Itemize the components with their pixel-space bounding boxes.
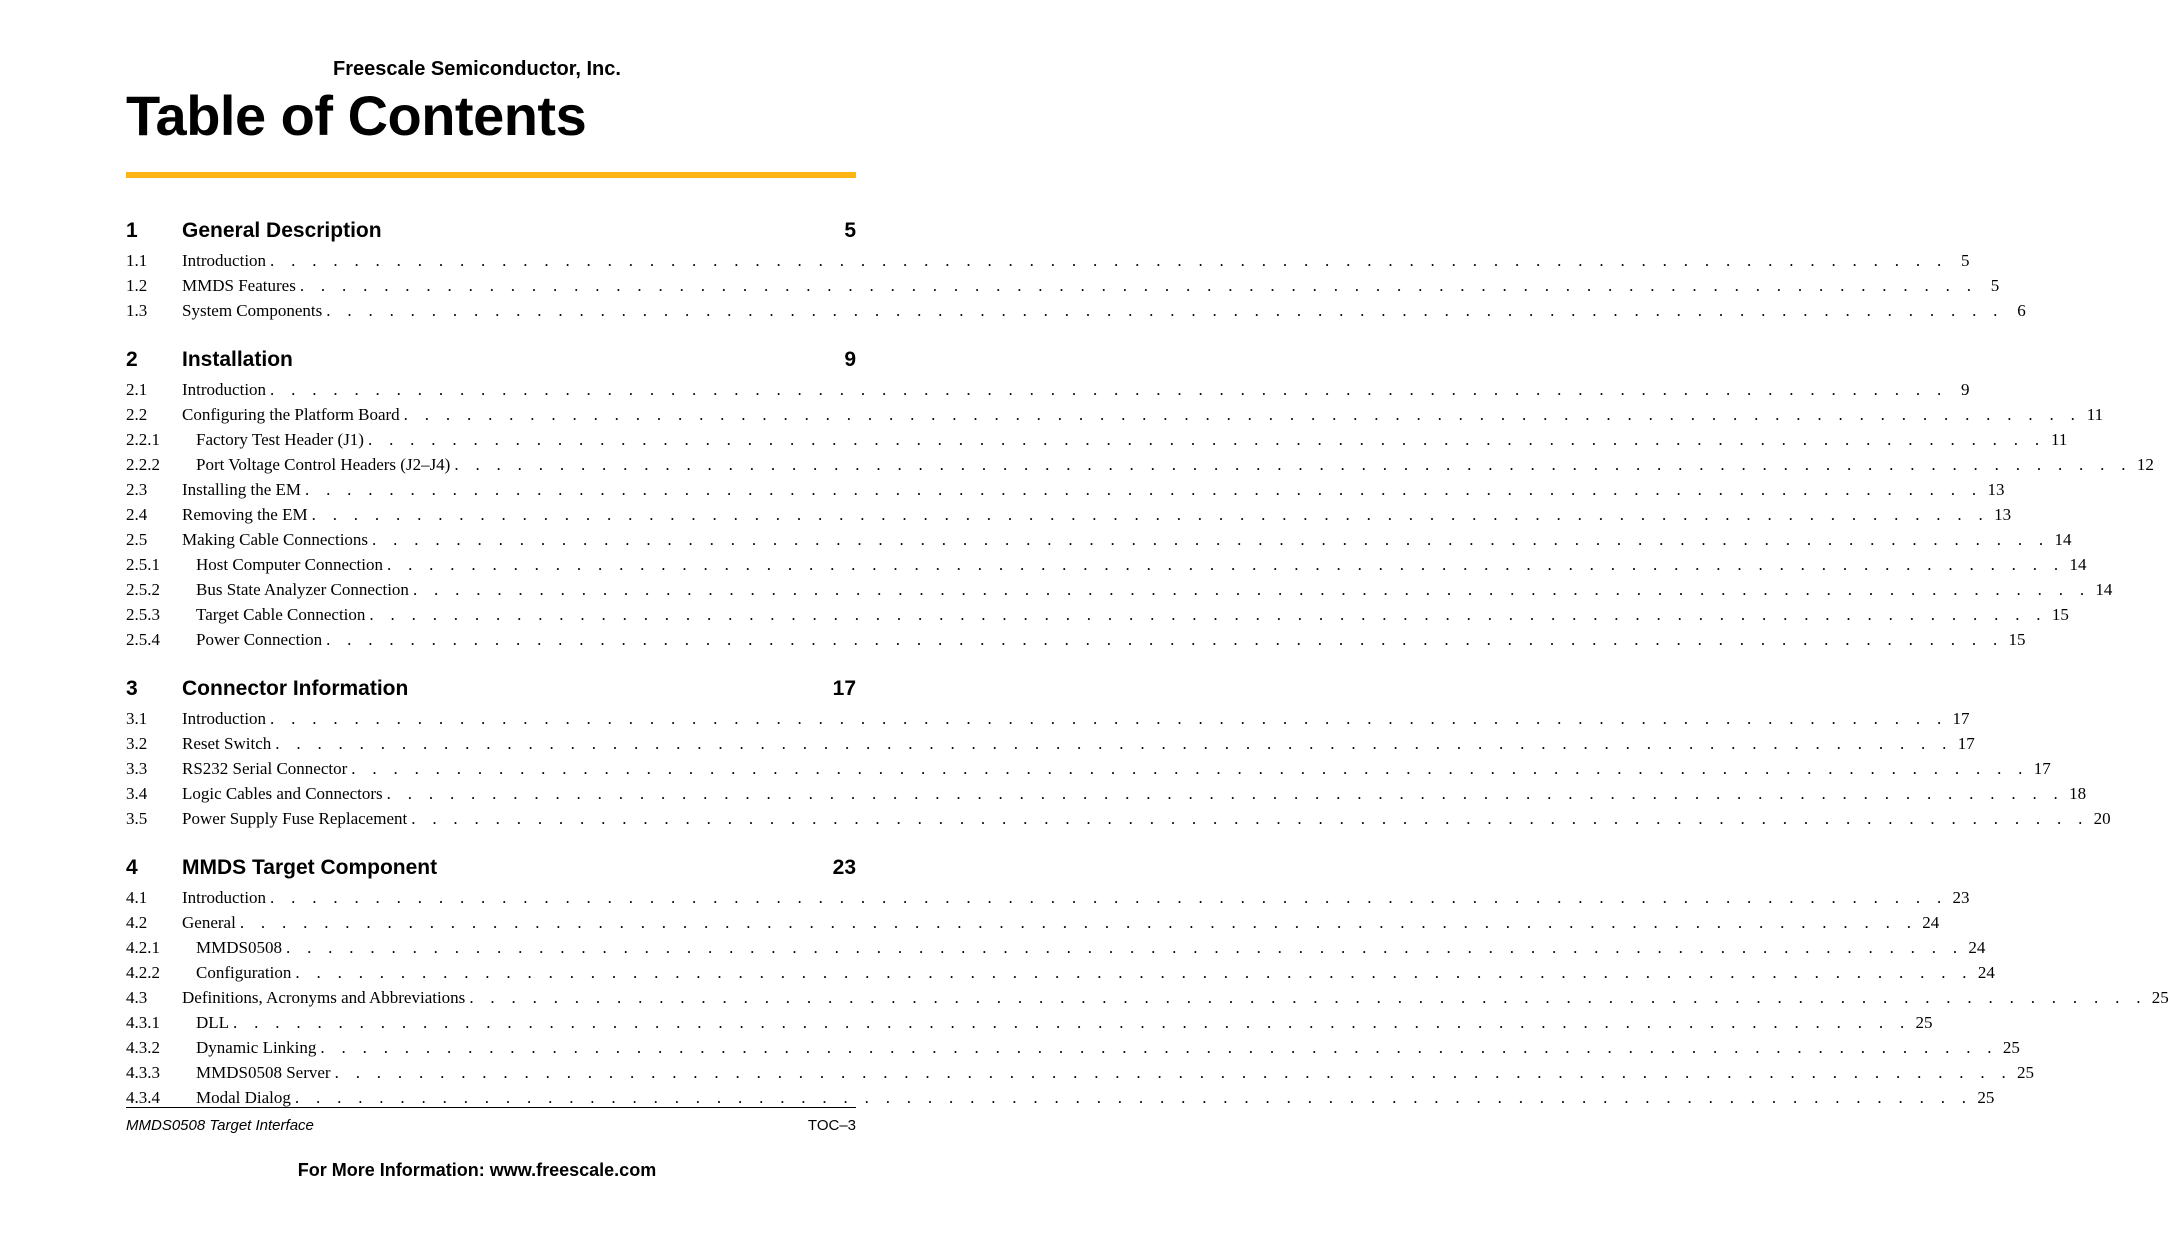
toc-entry[interactable]: [126, 960, 1995, 985]
chapter-number: 3: [126, 677, 138, 700]
entry-title: Bus State Analyzer Connection: [182, 577, 413, 602]
entry-number: 3.2: [126, 734, 148, 753]
dot-leader: . . . . . . . . . . . . . . . . . . . . . . . . . . . . . . . . . . . . . . . . . . . . . . . . . . . . . . . . . . . . . . . . . . . . . . . . . . . . . . . .: [304, 480, 1983, 499]
entry-page-number: 24: [1968, 938, 1986, 957]
entry-page-number: 18: [2069, 784, 2087, 803]
dot-leader: . . . . . . . . . . . . . . . . . . . . . . . . . . . . . . . . . . . . . . . . . . . . . . . . . . . . . . . . . . . . . . . . . . . . . . . . . . . . . . . .: [270, 380, 1948, 399]
toc-entry[interactable]: [126, 298, 2026, 323]
dot-leader: . . . . . . . . . . . . . . . . . . . . . . . . . . . . . . . . . . . . . . . . . . . . . . . . . . . . . . . . . . . . . . . . . . . . . . . . . . . . . . . .: [403, 405, 2082, 424]
entry-page-number: 24: [1977, 963, 1995, 982]
toc-entry[interactable]: [126, 502, 2012, 527]
entry-number: 4.1: [126, 888, 148, 907]
entry-page-number: 25: [1977, 1088, 1995, 1107]
entry-page-number: 25: [1915, 1013, 1933, 1032]
entry-page-number: 13: [1987, 480, 2005, 499]
entry-title: Power Supply Fuse Replacement: [182, 806, 411, 831]
entry-title: MMDS0508: [182, 935, 286, 960]
toc-chapter-heading[interactable]: [126, 851, 856, 885]
entry-page-number: 6: [2017, 301, 2026, 320]
entry-number: 4.2.2: [126, 963, 160, 982]
entry-title: Introduction: [182, 377, 270, 402]
footer-divider: [126, 1107, 856, 1108]
dot-leader: . . . . . . . . . . . . . . . . . . . . . . . . . . . . . . . . . . . . . . . . . . . . . . . . . . . . . . . . . . . . . . . . . . . . . . . . . . . . . . . .: [454, 455, 2132, 474]
entry-title: DLL: [182, 1010, 233, 1035]
toc-chapter: [126, 672, 2111, 831]
dot-leader: . . . . . . . . . . . . . . . . . . . . . . . . . . . . . . . . . . . . . . . . . . . . . . . . . . . . . . . . . . . . . . . . . . . . . . . . . . . . . . . .: [285, 938, 1964, 957]
chapter-spacer: [126, 831, 856, 851]
table-of-contents: [126, 214, 2169, 1110]
toc-entry[interactable]: [126, 935, 1986, 960]
toc-entry[interactable]: [126, 756, 2051, 781]
toc-entry[interactable]: [126, 1010, 1933, 1035]
entry-page-number: 11: [2051, 430, 2068, 449]
chapter-page-number: 17: [832, 677, 856, 700]
entry-title: Factory Test Header (J1): [182, 427, 368, 452]
dot-leader: . . . . . . . . . . . . . . . . . . . . . . . . . . . . . . . . . . . . . . . . . . . . . . . . . . . . . . . . . . . . . . . . . . . . . . . . . . . . . . . .: [299, 276, 1978, 295]
entry-page-number: 5: [1990, 276, 2000, 295]
dot-leader: . . . . . . . . . . . . . . . . . . . . . . . . . . . . . . . . . . . . . . . . . . . . . . . . . . . . . . . . . . . . . . . . . . . . . . . . . . . . . . . .: [233, 1013, 1911, 1032]
dot-leader: . . . . . . . . . . . . . . . . . . . . . . . . . . . . . . . . . . . . . . . . . . . . . . . . . . . . . . . . . . . . . . . . . . . . . . . . . . . . . . . .: [270, 251, 1948, 270]
entry-title: Power Connection: [182, 627, 326, 652]
chapter-spacer: [126, 652, 856, 672]
entry-page-number: 17: [2033, 759, 2051, 778]
entry-title: Logic Cables and Connectors: [182, 781, 387, 806]
toc-entry[interactable]: [126, 377, 1970, 402]
toc-chapter-heading[interactable]: [126, 214, 856, 248]
dot-leader: . . . . . . . . . . . . . . . . . . . . . . . . . . . . . . . . . . . . . . . . . . . . . . . . . . . . . . . . . . . . . . . . . . . . . . . . . . . . . . . .: [367, 430, 2046, 449]
footer-page-label: TOC–3: [807, 1117, 856, 1134]
entry-title: Configuring the Platform Board: [182, 402, 404, 427]
entry-title: Introduction: [182, 248, 270, 273]
chapter-number: 1: [126, 219, 138, 242]
entry-title: Introduction: [182, 885, 270, 910]
chapter-page-number: 23: [832, 856, 856, 879]
entry-title: Target Cable Connection: [182, 602, 369, 627]
dot-leader: . . . . . . . . . . . . . . . . . . . . . . . . . . . . . . . . . . . . . . . . . . . . . . . . . . . . . . . . . . . . . . . . . . . . . . . . . . . . . . . .: [334, 1063, 2013, 1082]
entry-number: 2.5.4: [126, 630, 160, 649]
entry-number: 2.5.1: [126, 555, 160, 574]
toc-entry[interactable]: [126, 477, 2005, 502]
toc-chapter: [126, 851, 2169, 1110]
entry-title: System Components: [182, 298, 326, 323]
entry-page-number: 14: [2095, 580, 2113, 599]
entry-number: 3.3: [126, 759, 148, 778]
entry-page-number: 17: [1952, 709, 1970, 728]
entry-page-number: 11: [2086, 405, 2104, 424]
chapter-spacer: [126, 323, 856, 343]
entry-page-number: 25: [2151, 988, 2169, 1007]
entry-title: Making Cable Connections: [182, 527, 372, 552]
entry-number: 4.3.2: [126, 1038, 160, 1057]
dot-leader: . . . . . . . . . . . . . . . . . . . . . . . . . . . . . . . . . . . . . . . . . . . . . . . . . . . . . . . . . . . . . . . . . . . . . . . . . . . . . . . .: [469, 988, 2147, 1007]
toc-entry[interactable]: [126, 627, 2026, 652]
toc-chapter: [126, 343, 2154, 652]
toc-entry[interactable]: [126, 706, 1970, 731]
toc-chapter-heading[interactable]: [126, 672, 856, 706]
entry-page-number: 24: [1922, 913, 1940, 932]
entry-title: MMDS Features: [182, 273, 300, 298]
entry-page-number: 15: [2008, 630, 2026, 649]
entry-title: Reset Switch: [182, 731, 275, 756]
toc-entry[interactable]: [126, 527, 2072, 552]
entry-page-number: 15: [2051, 605, 2069, 624]
entry-page-number: 12: [2136, 455, 2154, 474]
entry-title: RS232 Serial Connector: [182, 756, 351, 781]
entry-number: 2.4: [126, 505, 148, 524]
entry-title: Installing the EM: [182, 477, 305, 502]
toc-entry[interactable]: [126, 1035, 2020, 1060]
entry-number: 1.1: [126, 251, 148, 270]
entry-number: 2.5.2: [126, 580, 160, 599]
entry-page-number: 9: [1961, 380, 1970, 399]
toc-entry[interactable]: [126, 452, 2154, 477]
toc-entry[interactable]: [126, 248, 1970, 273]
company-header: Freescale Semiconductor, Inc.: [333, 58, 621, 80]
dot-leader: . . . . . . . . . . . . . . . . . . . . . . . . . . . . . . . . . . . . . . . . . . . . . . . . . . . . . . . . . . . . . . . . . . . . . . . . . . . . . . . .: [239, 913, 1918, 932]
dot-leader: . . . . . . . . . . . . . . . . . . . . . . . . . . . . . . . . . . . . . . . . . . . . . . . . . . . . . . . . . . . . . . . . . . . . . . . . . . . . . . . .: [386, 784, 2065, 803]
entry-number: 2.3: [126, 480, 148, 499]
chapter-title: Connector Information: [182, 677, 409, 700]
dot-leader: . . . . . . . . . . . . . . . . . . . . . . . . . . . . . . . . . . . . . . . . . . . . . . . . . . . . . . . . . . . . . . . . . . . . . . . . . . . . . . . .: [270, 709, 1948, 728]
toc-chapter: [126, 214, 2026, 323]
dot-leader: . . . . . . . . . . . . . . . . . . . . . . . . . . . . . . . . . . . . . . . . . . . . . . . . . . . . . . . . . . . . . . . . . . . . . . . . . . . . . . . .: [311, 505, 1990, 524]
entry-number: 4.3.3: [126, 1063, 160, 1082]
dot-leader: . . . . . . . . . . . . . . . . . . . . . . . . . . . . . . . . . . . . . . . . . . . . . . . . . . . . . . . . . . . . . . . . . . . . . . . . . . . . . . . .: [275, 734, 1953, 753]
chapter-title: MMDS Target Component: [182, 856, 438, 879]
chapter-number: 2: [126, 348, 138, 371]
entry-page-number: 17: [1957, 734, 1975, 753]
toc-entry[interactable]: [126, 910, 1940, 935]
entry-title: Removing the EM: [182, 502, 312, 527]
toc-entry[interactable]: [126, 577, 2113, 602]
entry-title: Configuration: [182, 960, 295, 985]
entry-number: 1.2: [126, 276, 148, 295]
toc-entry[interactable]: [126, 552, 2087, 577]
footer-document-title: MMDS0508 Target Interface: [126, 1117, 314, 1134]
entry-title: MMDS0508 Server: [182, 1060, 335, 1085]
entry-number: 2.2: [126, 405, 148, 424]
entry-page-number: 25: [2017, 1063, 2035, 1082]
entry-page-number: 14: [2069, 555, 2087, 574]
dot-leader: . . . . . . . . . . . . . . . . . . . . . . . . . . . . . . . . . . . . . . . . . . . . . . . . . . . . . . . . . . . . . . . . . . . . . . . . . . . . . . . .: [295, 963, 1973, 982]
entry-number: 4.3.4: [126, 1088, 160, 1107]
entry-number: 1.3: [126, 301, 148, 320]
toc-chapter-heading[interactable]: [126, 343, 856, 377]
toc-entry[interactable]: [126, 402, 2104, 427]
entry-number: 2.2.1: [126, 430, 160, 449]
dot-leader: . . . . . . . . . . . . . . . . . . . . . . . . . . . . . . . . . . . . . . . . . . . . . . . . . . . . . . . . . . . . . . . . . . . . . . . . . . . . . . . .: [351, 759, 2029, 778]
dot-leader: . . . . . . . . . . . . . . . . . . . . . . . . . . . . . . . . . . . . . . . . . . . . . . . . . . . . . . . . . . . . . . . . . . . . . . . . . . . . . . . .: [320, 1038, 1998, 1057]
chapter-number: 4: [126, 856, 138, 879]
toc-entry[interactable]: [126, 806, 2111, 831]
entry-number: 4.2: [126, 913, 148, 932]
toc-entry[interactable]: [126, 985, 2169, 1010]
entry-number: 2.5: [126, 530, 148, 549]
dot-leader: . . . . . . . . . . . . . . . . . . . . . . . . . . . . . . . . . . . . . . . . . . . . . . . . . . . . . . . . . . . . . . . . . . . . . . . . . . . . . . . .: [326, 630, 2004, 649]
entry-number: 3.1: [126, 709, 148, 728]
entry-number: 2.2.2: [126, 455, 160, 474]
toc-entry[interactable]: [126, 1060, 2035, 1085]
dot-leader: . . . . . . . . . . . . . . . . . . . . . . . . . . . . . . . . . . . . . . . . . . . . . . . . . . . . . . . . . . . . . . . . . . . . . . . . . . . . . . . .: [372, 530, 2050, 549]
dot-leader: . . . . . . . . . . . . . . . . . . . . . . . . . . . . . . . . . . . . . . . . . . . . . . . . . . . . . . . . . . . . . . . . . . . . . . . . . . . . . . . .: [412, 580, 2091, 599]
entry-number: 4.2.1: [126, 938, 160, 957]
dot-leader: . . . . . . . . . . . . . . . . . . . . . . . . . . . . . . . . . . . . . . . . . . . . . . . . . . . . . . . . . . . . . . . . . . . . . . . . . . . . . . . .: [369, 605, 2047, 624]
entry-page-number: 14: [2054, 530, 2072, 549]
title-accent-rule: [126, 172, 856, 178]
toc-entry[interactable]: [126, 602, 2069, 627]
chapter-title: Installation: [182, 348, 293, 371]
dot-leader: . . . . . . . . . . . . . . . . . . . . . . . . . . . . . . . . . . . . . . . . . . . . . . . . . . . . . . . . . . . . . . . . . . . . . . . . . . . . . . . .: [294, 1088, 1973, 1107]
entry-title: Port Voltage Control Headers (J2–J4): [182, 452, 454, 477]
dot-leader: . . . . . . . . . . . . . . . . . . . . . . . . . . . . . . . . . . . . . . . . . . . . . . . . . . . . . . . . . . . . . . . . . . . . . . . . . . . . . . . .: [411, 809, 2089, 828]
page-title: Table of Contents: [126, 84, 587, 147]
entry-number: 2.5.3: [126, 605, 160, 624]
entry-title: General: [182, 910, 240, 935]
toc-entry[interactable]: [126, 781, 2087, 806]
entry-title: Introduction: [182, 706, 270, 731]
dot-leader: . . . . . . . . . . . . . . . . . . . . . . . . . . . . . . . . . . . . . . . . . . . . . . . . . . . . . . . . . . . . . . . . . . . . . . . . . . . . . . . .: [270, 888, 1948, 907]
entry-page-number: 23: [1952, 888, 1970, 907]
toc-entry[interactable]: [126, 731, 1975, 756]
toc-entry[interactable]: [126, 273, 2000, 298]
entry-number: 4.3.1: [126, 1013, 160, 1032]
toc-entry[interactable]: [126, 885, 1970, 910]
dot-leader: . . . . . . . . . . . . . . . . . . . . . . . . . . . . . . . . . . . . . . . . . . . . . . . . . . . . . . . . . . . . . . . . . . . . . . . . . . . . . . . .: [386, 555, 2065, 574]
entry-page-number: 25: [2002, 1038, 2020, 1057]
chapter-page-number: 5: [844, 219, 856, 242]
entry-number: 3.4: [126, 784, 148, 803]
dot-leader: . . . . . . . . . . . . . . . . . . . . . . . . . . . . . . . . . . . . . . . . . . . . . . . . . . . . . . . . . . . . . . . . . . . . . . . . . . . . . . . .: [326, 301, 2004, 320]
entry-title: Host Computer Connection: [182, 552, 387, 577]
footer-more-info: For More Information: www.freescale.com: [297, 1160, 657, 1180]
entry-title: Definitions, Acronyms and Abbreviations: [182, 985, 469, 1010]
entry-page-number: 5: [1961, 251, 1970, 270]
chapter-title: General Description: [182, 219, 382, 242]
entry-number: 4.3: [126, 988, 148, 1007]
entry-page-number: 13: [1994, 505, 2012, 524]
entry-page-number: 20: [2093, 809, 2111, 828]
chapter-page-number: 9: [844, 348, 856, 371]
toc-entry[interactable]: [126, 427, 2068, 452]
entry-number: 3.5: [126, 809, 148, 828]
entry-title: Dynamic Linking: [182, 1035, 320, 1060]
entry-number: 2.1: [126, 380, 148, 399]
entry-title: Modal Dialog: [182, 1085, 295, 1110]
